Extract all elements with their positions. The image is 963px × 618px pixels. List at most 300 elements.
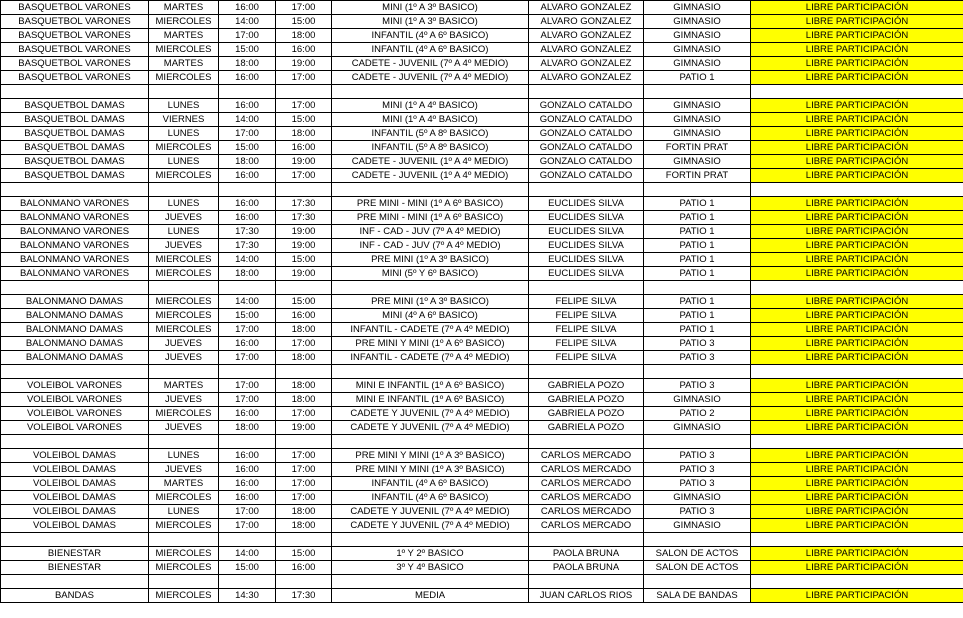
category-cell: INFANTIL (5º A 8º BASICO) bbox=[332, 141, 529, 155]
empty-cell bbox=[219, 281, 276, 295]
empty-cell bbox=[276, 533, 332, 547]
venue-cell: PATIO 1 bbox=[644, 267, 751, 281]
end-time-cell: 19:00 bbox=[276, 267, 332, 281]
table-row bbox=[1, 57, 963, 71]
sport-cell: BASQUETBOL VARONES bbox=[1, 43, 149, 57]
table-row bbox=[1, 491, 963, 505]
table-row bbox=[1, 113, 963, 127]
empty-cell bbox=[529, 85, 644, 99]
end-time-cell: 15:00 bbox=[276, 113, 332, 127]
empty-cell bbox=[1, 435, 149, 449]
coach-cell: ALVARO GONZALEZ bbox=[529, 57, 644, 71]
day-cell: MIERCOLES bbox=[149, 309, 219, 323]
empty-cell bbox=[332, 435, 529, 449]
coach-cell: ALVARO GONZALEZ bbox=[529, 15, 644, 29]
empty-cell bbox=[751, 85, 963, 99]
start-time-cell: 16:00 bbox=[219, 491, 276, 505]
spacer-row bbox=[1, 365, 963, 379]
day-cell: MARTES bbox=[149, 379, 219, 393]
day-cell: MIERCOLES bbox=[149, 71, 219, 85]
empty-cell bbox=[751, 183, 963, 197]
venue-cell: PATIO 3 bbox=[644, 477, 751, 491]
participation-cell: LIBRE PARTICIPACIÓN bbox=[751, 225, 963, 239]
coach-cell: EUCLIDES SILVA bbox=[529, 211, 644, 225]
coach-cell: FELIPE SILVA bbox=[529, 337, 644, 351]
venue-cell: PATIO 3 bbox=[644, 351, 751, 365]
sport-cell: BALONMANO VARONES bbox=[1, 267, 149, 281]
sport-cell: BASQUETBOL DAMAS bbox=[1, 155, 149, 169]
sport-cell: VOLEIBOL VARONES bbox=[1, 379, 149, 393]
venue-cell: GIMNASIO bbox=[644, 113, 751, 127]
spacer-row bbox=[1, 183, 963, 197]
venue-cell: GIMNASIO bbox=[644, 43, 751, 57]
sport-cell: BALONMANO DAMAS bbox=[1, 323, 149, 337]
sport-cell: BASQUETBOL VARONES bbox=[1, 57, 149, 71]
start-time-cell: 18:00 bbox=[219, 267, 276, 281]
coach-cell: FELIPE SILVA bbox=[529, 295, 644, 309]
category-cell: INFANTIL (5º A 8º BASICO) bbox=[332, 127, 529, 141]
empty-cell bbox=[149, 183, 219, 197]
table-row bbox=[1, 449, 963, 463]
table-row bbox=[1, 127, 963, 141]
sport-cell: BALONMANO VARONES bbox=[1, 197, 149, 211]
category-cell: PRE MINI Y MINI (1º A 3º BASICO) bbox=[332, 449, 529, 463]
empty-cell bbox=[751, 533, 963, 547]
start-time-cell: 14:00 bbox=[219, 547, 276, 561]
empty-cell bbox=[644, 85, 751, 99]
venue-cell: SALON DE ACTOS bbox=[644, 561, 751, 575]
sport-cell: VOLEIBOL DAMAS bbox=[1, 491, 149, 505]
start-time-cell: 16:00 bbox=[219, 99, 276, 113]
participation-cell: LIBRE PARTICIPACIÓN bbox=[751, 253, 963, 267]
coach-cell: CARLOS MERCADO bbox=[529, 505, 644, 519]
coach-cell: EUCLIDES SILVA bbox=[529, 253, 644, 267]
sport-cell: VOLEIBOL DAMAS bbox=[1, 449, 149, 463]
day-cell: MIERCOLES bbox=[149, 295, 219, 309]
sport-cell: VOLEIBOL VARONES bbox=[1, 407, 149, 421]
category-cell: INFANTIL (4º A 6º BASICO) bbox=[332, 491, 529, 505]
venue-cell: GIMNASIO bbox=[644, 57, 751, 71]
category-cell: MINI (5º Y 6º BASICO) bbox=[332, 267, 529, 281]
start-time-cell: 17:00 bbox=[219, 351, 276, 365]
table-row bbox=[1, 547, 963, 561]
empty-cell bbox=[1, 365, 149, 379]
participation-cell: LIBRE PARTICIPACIÓN bbox=[751, 113, 963, 127]
empty-cell bbox=[644, 183, 751, 197]
end-time-cell: 18:00 bbox=[276, 323, 332, 337]
empty-cell bbox=[276, 85, 332, 99]
coach-cell: GABRIELA POZO bbox=[529, 379, 644, 393]
table-row bbox=[1, 71, 963, 85]
category-cell: MINI E INFANTIL (1º A 6º BASICO) bbox=[332, 393, 529, 407]
sport-cell: BASQUETBOL DAMAS bbox=[1, 169, 149, 183]
day-cell: MIERCOLES bbox=[149, 267, 219, 281]
category-cell: CADETE Y JUVENIL (7º A 4º MEDIO) bbox=[332, 407, 529, 421]
coach-cell: PAOLA BRUNA bbox=[529, 547, 644, 561]
start-time-cell: 15:00 bbox=[219, 561, 276, 575]
venue-cell: GIMNASIO bbox=[644, 127, 751, 141]
participation-cell: LIBRE PARTICIPACIÓN bbox=[751, 323, 963, 337]
day-cell: MIERCOLES bbox=[149, 491, 219, 505]
venue-cell: PATIO 3 bbox=[644, 379, 751, 393]
sport-cell: BANDAS bbox=[1, 589, 149, 603]
coach-cell: EUCLIDES SILVA bbox=[529, 225, 644, 239]
category-cell: INFANTIL - CADETE (7º A 4º MEDIO) bbox=[332, 323, 529, 337]
category-cell: MINI (1º A 3º BASICO) bbox=[332, 15, 529, 29]
participation-cell: LIBRE PARTICIPACIÓN bbox=[751, 141, 963, 155]
start-time-cell: 16:00 bbox=[219, 449, 276, 463]
coach-cell: CARLOS MERCADO bbox=[529, 477, 644, 491]
empty-cell bbox=[644, 575, 751, 589]
start-time-cell: 16:00 bbox=[219, 463, 276, 477]
end-time-cell: 18:00 bbox=[276, 29, 332, 43]
start-time-cell: 17:00 bbox=[219, 505, 276, 519]
day-cell: MIERCOLES bbox=[149, 323, 219, 337]
end-time-cell: 17:00 bbox=[276, 71, 332, 85]
venue-cell: PATIO 1 bbox=[644, 71, 751, 85]
category-cell: PRE MINI Y MINI (1º A 3º BASICO) bbox=[332, 463, 529, 477]
empty-cell bbox=[332, 183, 529, 197]
sport-cell: BALONMANO DAMAS bbox=[1, 351, 149, 365]
start-time-cell: 16:00 bbox=[219, 211, 276, 225]
category-cell: CADETE - JUVENIL (1º A 4º MEDIO) bbox=[332, 155, 529, 169]
day-cell: MARTES bbox=[149, 29, 219, 43]
sport-cell: BASQUETBOL VARONES bbox=[1, 1, 149, 15]
day-cell: MIERCOLES bbox=[149, 589, 219, 603]
sport-cell: BALONMANO DAMAS bbox=[1, 337, 149, 351]
table-row bbox=[1, 211, 963, 225]
table-row bbox=[1, 519, 963, 533]
end-time-cell: 17:00 bbox=[276, 1, 332, 15]
table-row bbox=[1, 561, 963, 575]
category-cell: MEDIA bbox=[332, 589, 529, 603]
category-cell: CADETE Y JUVENIL (7º A 4º MEDIO) bbox=[332, 421, 529, 435]
empty-cell bbox=[219, 533, 276, 547]
end-time-cell: 18:00 bbox=[276, 379, 332, 393]
venue-cell: SALA DE BANDAS bbox=[644, 589, 751, 603]
category-cell: MINI (1º A 3º BASICO) bbox=[332, 1, 529, 15]
start-time-cell: 18:00 bbox=[219, 57, 276, 71]
coach-cell: ALVARO GONZALEZ bbox=[529, 1, 644, 15]
empty-cell bbox=[332, 85, 529, 99]
venue-cell: PATIO 1 bbox=[644, 323, 751, 337]
end-time-cell: 16:00 bbox=[276, 141, 332, 155]
day-cell: MIERCOLES bbox=[149, 141, 219, 155]
venue-cell: GIMNASIO bbox=[644, 491, 751, 505]
category-cell: INF - CAD - JUV (7º A 4º MEDIO) bbox=[332, 225, 529, 239]
table-row bbox=[1, 337, 963, 351]
start-time-cell: 14:00 bbox=[219, 113, 276, 127]
table-row bbox=[1, 421, 963, 435]
category-cell: INFANTIL (4º A 6º BASICO) bbox=[332, 29, 529, 43]
participation-cell: LIBRE PARTICIPACIÓN bbox=[751, 29, 963, 43]
table-row bbox=[1, 393, 963, 407]
empty-cell bbox=[332, 575, 529, 589]
day-cell: MARTES bbox=[149, 477, 219, 491]
sport-cell: BALONMANO VARONES bbox=[1, 211, 149, 225]
empty-cell bbox=[751, 575, 963, 589]
venue-cell: GIMNASIO bbox=[644, 99, 751, 113]
coach-cell: GONZALO CATALDO bbox=[529, 99, 644, 113]
category-cell: PRE MINI Y MINI (1º A 6º BASICO) bbox=[332, 337, 529, 351]
participation-cell: LIBRE PARTICIPACIÓN bbox=[751, 211, 963, 225]
participation-cell: LIBRE PARTICIPACIÓN bbox=[751, 491, 963, 505]
coach-cell: JUAN CARLOS RIOS bbox=[529, 589, 644, 603]
venue-cell: PATIO 3 bbox=[644, 337, 751, 351]
empty-cell bbox=[149, 281, 219, 295]
day-cell: LUNES bbox=[149, 449, 219, 463]
sport-cell: BALONMANO VARONES bbox=[1, 253, 149, 267]
coach-cell: ALVARO GONZALEZ bbox=[529, 71, 644, 85]
day-cell: MIERCOLES bbox=[149, 169, 219, 183]
venue-cell: PATIO 1 bbox=[644, 211, 751, 225]
spacer-row bbox=[1, 575, 963, 589]
table-row bbox=[1, 239, 963, 253]
participation-cell: LIBRE PARTICIPACIÓN bbox=[751, 127, 963, 141]
table-row bbox=[1, 43, 963, 57]
start-time-cell: 15:00 bbox=[219, 141, 276, 155]
table-row bbox=[1, 155, 963, 169]
end-time-cell: 17:30 bbox=[276, 197, 332, 211]
table-row bbox=[1, 309, 963, 323]
sport-cell: BASQUETBOL DAMAS bbox=[1, 113, 149, 127]
category-cell: INF - CAD - JUV (7º A 4º MEDIO) bbox=[332, 239, 529, 253]
empty-cell bbox=[332, 281, 529, 295]
day-cell: MIERCOLES bbox=[149, 561, 219, 575]
empty-cell bbox=[149, 365, 219, 379]
participation-cell: LIBRE PARTICIPACIÓN bbox=[751, 561, 963, 575]
end-time-cell: 16:00 bbox=[276, 43, 332, 57]
participation-cell: LIBRE PARTICIPACIÓN bbox=[751, 43, 963, 57]
venue-cell: GIMNASIO bbox=[644, 155, 751, 169]
sport-cell: BIENESTAR bbox=[1, 547, 149, 561]
day-cell: JUEVES bbox=[149, 421, 219, 435]
sport-cell: VOLEIBOL VARONES bbox=[1, 393, 149, 407]
coach-cell: GONZALO CATALDO bbox=[529, 169, 644, 183]
start-time-cell: 17:30 bbox=[219, 239, 276, 253]
venue-cell: PATIO 3 bbox=[644, 449, 751, 463]
start-time-cell: 17:00 bbox=[219, 127, 276, 141]
participation-cell: LIBRE PARTICIPACIÓN bbox=[751, 239, 963, 253]
empty-cell bbox=[644, 365, 751, 379]
venue-cell: GIMNASIO bbox=[644, 1, 751, 15]
venue-cell: GIMNASIO bbox=[644, 519, 751, 533]
end-time-cell: 17:00 bbox=[276, 407, 332, 421]
empty-cell bbox=[149, 85, 219, 99]
table-row bbox=[1, 379, 963, 393]
day-cell: MIERCOLES bbox=[149, 407, 219, 421]
participation-cell: LIBRE PARTICIPACIÓN bbox=[751, 309, 963, 323]
category-cell: INFANTIL (4º A 6º BASICO) bbox=[332, 477, 529, 491]
sport-cell: BALONMANO DAMAS bbox=[1, 295, 149, 309]
end-time-cell: 18:00 bbox=[276, 127, 332, 141]
start-time-cell: 14:30 bbox=[219, 589, 276, 603]
day-cell: MARTES bbox=[149, 1, 219, 15]
participation-cell: LIBRE PARTICIPACIÓN bbox=[751, 99, 963, 113]
sport-cell: VOLEIBOL DAMAS bbox=[1, 477, 149, 491]
spacer-row bbox=[1, 533, 963, 547]
day-cell: LUNES bbox=[149, 127, 219, 141]
empty-cell bbox=[219, 365, 276, 379]
table-row bbox=[1, 29, 963, 43]
empty-cell bbox=[644, 435, 751, 449]
participation-cell: LIBRE PARTICIPACIÓN bbox=[751, 197, 963, 211]
start-time-cell: 14:00 bbox=[219, 295, 276, 309]
table-row bbox=[1, 463, 963, 477]
table-row bbox=[1, 197, 963, 211]
participation-cell: LIBRE PARTICIPACIÓN bbox=[751, 351, 963, 365]
end-time-cell: 17:30 bbox=[276, 211, 332, 225]
participation-cell: LIBRE PARTICIPACIÓN bbox=[751, 379, 963, 393]
end-time-cell: 15:00 bbox=[276, 15, 332, 29]
empty-cell bbox=[751, 281, 963, 295]
coach-cell: EUCLIDES SILVA bbox=[529, 197, 644, 211]
table-row bbox=[1, 589, 963, 603]
end-time-cell: 17:30 bbox=[276, 589, 332, 603]
participation-cell: LIBRE PARTICIPACIÓN bbox=[751, 337, 963, 351]
start-time-cell: 16:00 bbox=[219, 71, 276, 85]
venue-cell: PATIO 1 bbox=[644, 309, 751, 323]
participation-cell: LIBRE PARTICIPACIÓN bbox=[751, 15, 963, 29]
coach-cell: GONZALO CATALDO bbox=[529, 155, 644, 169]
empty-cell bbox=[276, 575, 332, 589]
category-cell: PRE MINI (1º A 3º BASICO) bbox=[332, 253, 529, 267]
category-cell: INFANTIL (4º A 6º BASICO) bbox=[332, 43, 529, 57]
sport-cell: BALONMANO VARONES bbox=[1, 225, 149, 239]
empty-cell bbox=[149, 435, 219, 449]
empty-cell bbox=[529, 365, 644, 379]
sport-cell: BALONMANO DAMAS bbox=[1, 309, 149, 323]
end-time-cell: 19:00 bbox=[276, 155, 332, 169]
coach-cell: GABRIELA POZO bbox=[529, 407, 644, 421]
end-time-cell: 17:00 bbox=[276, 337, 332, 351]
venue-cell: PATIO 1 bbox=[644, 239, 751, 253]
table-row bbox=[1, 477, 963, 491]
sport-cell: VOLEIBOL VARONES bbox=[1, 421, 149, 435]
empty-cell bbox=[1, 183, 149, 197]
end-time-cell: 19:00 bbox=[276, 239, 332, 253]
end-time-cell: 17:00 bbox=[276, 463, 332, 477]
coach-cell: FELIPE SILVA bbox=[529, 323, 644, 337]
empty-cell bbox=[529, 183, 644, 197]
day-cell: LUNES bbox=[149, 99, 219, 113]
day-cell: JUEVES bbox=[149, 463, 219, 477]
category-cell: PRE MINI - MINI (1º A 6º BASICO) bbox=[332, 197, 529, 211]
table-row bbox=[1, 351, 963, 365]
spacer-row bbox=[1, 435, 963, 449]
day-cell: JUEVES bbox=[149, 351, 219, 365]
category-cell: MINI E INFANTIL (1º A 6º BASICO) bbox=[332, 379, 529, 393]
sport-cell: BASQUETBOL DAMAS bbox=[1, 127, 149, 141]
empty-cell bbox=[149, 575, 219, 589]
start-time-cell: 14:00 bbox=[219, 15, 276, 29]
participation-cell: LIBRE PARTICIPACIÓN bbox=[751, 463, 963, 477]
end-time-cell: 18:00 bbox=[276, 519, 332, 533]
participation-cell: LIBRE PARTICIPACIÓN bbox=[751, 519, 963, 533]
sport-cell: BASQUETBOL DAMAS bbox=[1, 99, 149, 113]
day-cell: MIERCOLES bbox=[149, 43, 219, 57]
empty-cell bbox=[219, 85, 276, 99]
start-time-cell: 16:00 bbox=[219, 169, 276, 183]
category-cell: CADETE - JUVENIL (7º A 4º MEDIO) bbox=[332, 57, 529, 71]
sport-cell: BASQUETBOL VARONES bbox=[1, 71, 149, 85]
category-cell: 3º Y 4º BASICO bbox=[332, 561, 529, 575]
table-row bbox=[1, 253, 963, 267]
participation-cell: LIBRE PARTICIPACIÓN bbox=[751, 295, 963, 309]
venue-cell: PATIO 1 bbox=[644, 253, 751, 267]
day-cell: LUNES bbox=[149, 505, 219, 519]
sport-cell: VOLEIBOL DAMAS bbox=[1, 519, 149, 533]
participation-cell: LIBRE PARTICIPACIÓN bbox=[751, 589, 963, 603]
end-time-cell: 16:00 bbox=[276, 561, 332, 575]
table-row bbox=[1, 505, 963, 519]
end-time-cell: 15:00 bbox=[276, 547, 332, 561]
sport-cell: BALONMANO VARONES bbox=[1, 239, 149, 253]
table-row bbox=[1, 141, 963, 155]
empty-cell bbox=[276, 365, 332, 379]
day-cell: MIERCOLES bbox=[149, 253, 219, 267]
empty-cell bbox=[276, 183, 332, 197]
start-time-cell: 18:00 bbox=[219, 155, 276, 169]
start-time-cell: 14:00 bbox=[219, 253, 276, 267]
start-time-cell: 17:00 bbox=[219, 323, 276, 337]
day-cell: JUEVES bbox=[149, 239, 219, 253]
empty-cell bbox=[332, 365, 529, 379]
start-time-cell: 16:00 bbox=[219, 197, 276, 211]
sport-cell: VOLEIBOL DAMAS bbox=[1, 505, 149, 519]
end-time-cell: 17:00 bbox=[276, 99, 332, 113]
empty-cell bbox=[276, 281, 332, 295]
end-time-cell: 17:00 bbox=[276, 477, 332, 491]
day-cell: LUNES bbox=[149, 225, 219, 239]
category-cell: MINI (1º A 4º BASICO) bbox=[332, 99, 529, 113]
table-row bbox=[1, 15, 963, 29]
day-cell: JUEVES bbox=[149, 393, 219, 407]
empty-cell bbox=[644, 281, 751, 295]
participation-cell: LIBRE PARTICIPACIÓN bbox=[751, 477, 963, 491]
venue-cell: GIMNASIO bbox=[644, 421, 751, 435]
sport-cell: VOLEIBOL DAMAS bbox=[1, 463, 149, 477]
start-time-cell: 17:00 bbox=[219, 393, 276, 407]
participation-cell: LIBRE PARTICIPACIÓN bbox=[751, 407, 963, 421]
venue-cell: PATIO 1 bbox=[644, 225, 751, 239]
start-time-cell: 16:00 bbox=[219, 407, 276, 421]
table-row bbox=[1, 323, 963, 337]
empty-cell bbox=[529, 435, 644, 449]
venue-cell: PATIO 3 bbox=[644, 463, 751, 477]
coach-cell: FELIPE SILVA bbox=[529, 309, 644, 323]
coach-cell: FELIPE SILVA bbox=[529, 351, 644, 365]
participation-cell: LIBRE PARTICIPACIÓN bbox=[751, 1, 963, 15]
end-time-cell: 18:00 bbox=[276, 351, 332, 365]
coach-cell: PAOLA BRUNA bbox=[529, 561, 644, 575]
spacer-row bbox=[1, 85, 963, 99]
empty-cell bbox=[1, 281, 149, 295]
end-time-cell: 16:00 bbox=[276, 309, 332, 323]
category-cell: INFANTIL - CADETE (7º A 4º MEDIO) bbox=[332, 351, 529, 365]
spacer-row bbox=[1, 281, 963, 295]
category-cell: CADETE - JUVENIL (7º A 4º MEDIO) bbox=[332, 71, 529, 85]
venue-cell: FORTIN PRAT bbox=[644, 169, 751, 183]
empty-cell bbox=[1, 85, 149, 99]
participation-cell: LIBRE PARTICIPACIÓN bbox=[751, 155, 963, 169]
empty-cell bbox=[751, 365, 963, 379]
category-cell: 1º Y 2º BASICO bbox=[332, 547, 529, 561]
start-time-cell: 15:00 bbox=[219, 309, 276, 323]
table-row bbox=[1, 99, 963, 113]
table-row bbox=[1, 407, 963, 421]
table-row bbox=[1, 225, 963, 239]
